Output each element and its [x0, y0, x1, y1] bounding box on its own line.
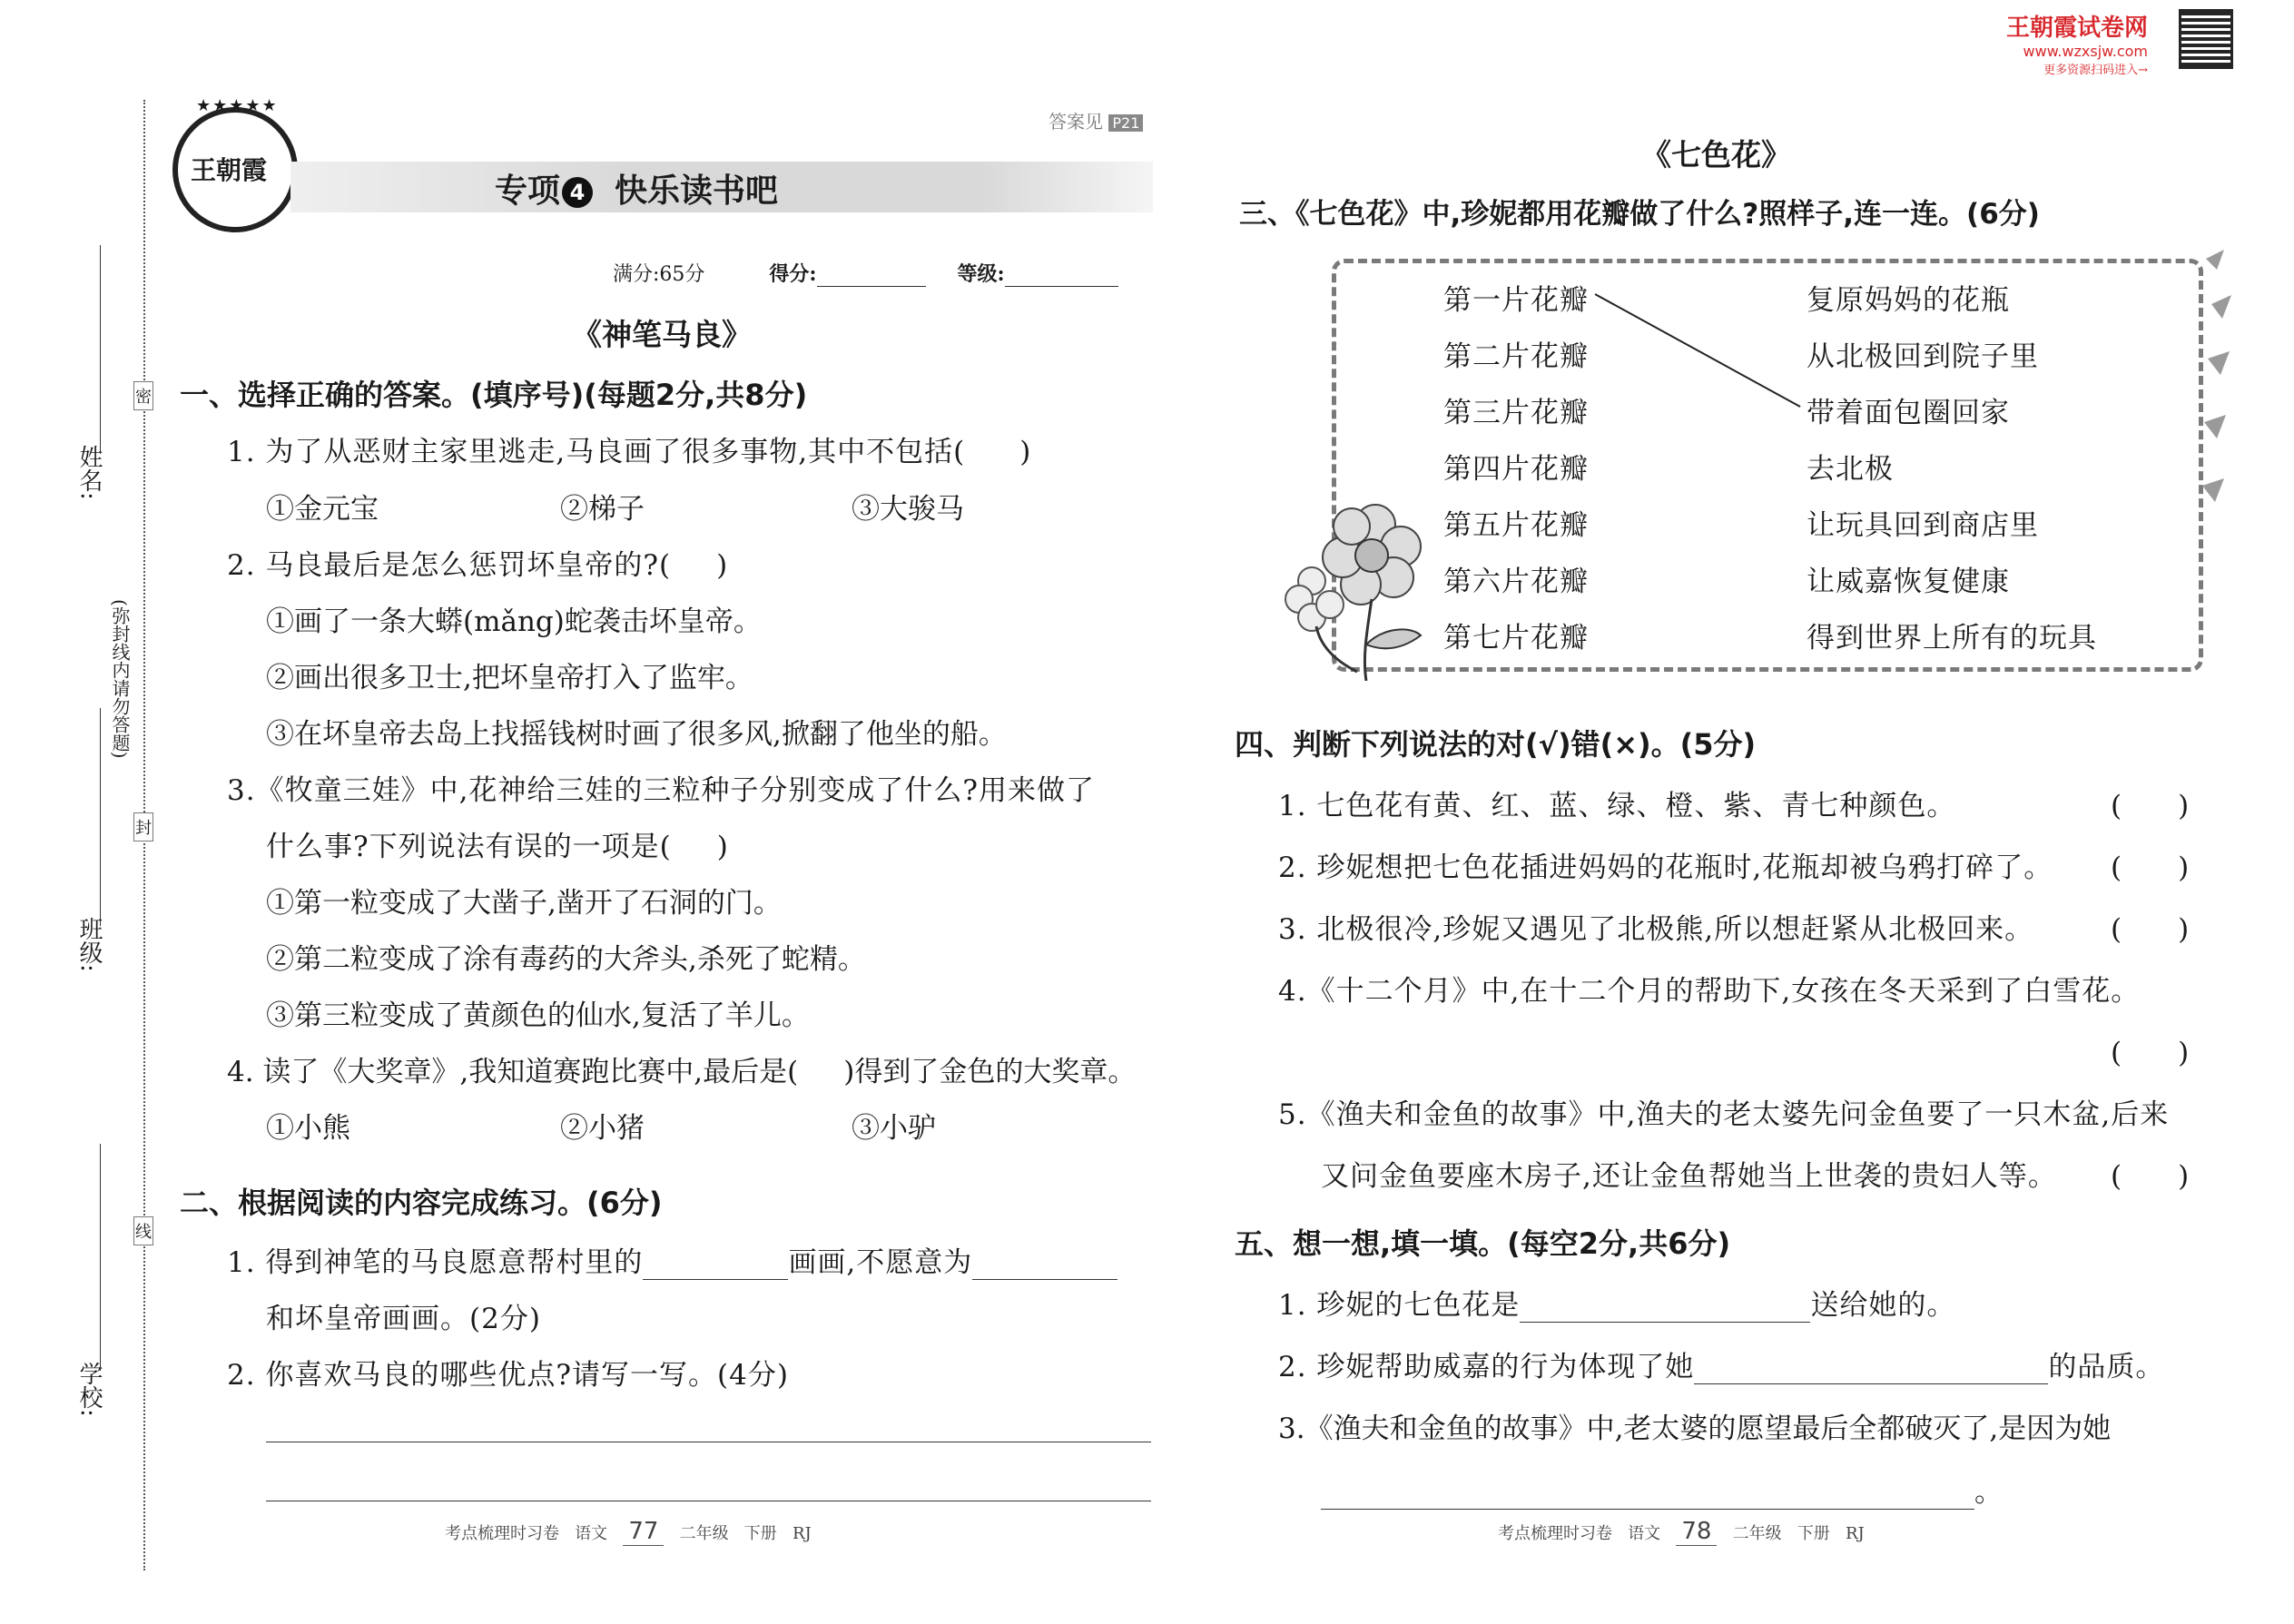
flower-decoration — [1275, 490, 1439, 681]
title-text: 快乐读书吧 — [615, 172, 779, 210]
use-3[interactable]: 带着面包圈回家 — [1807, 397, 2010, 429]
right-footer: 考点梳理时习卷 语文 78 二年级 下册 RJ — [1498, 1518, 1865, 1545]
book-title-qisehua: 《七色花》 — [1641, 137, 1791, 172]
petal-1[interactable]: 第一片花瓣 — [1443, 284, 1589, 317]
use-2[interactable]: 从北极回到院子里 — [1807, 340, 2039, 373]
petal-7[interactable]: 第七片花瓣 — [1443, 622, 1589, 655]
brand-header — [2006, 9, 2148, 77]
leaf-decoration — [2151, 250, 2233, 576]
petal-column — [1443, 277, 1589, 671]
name-label: 姓名: — [75, 445, 103, 500]
s2-q1-blank2[interactable] — [972, 1252, 1117, 1280]
s1-q2-opt1: ①画了一条大蟒(mǎng)蛇袭击坏皇帝。 — [266, 605, 762, 638]
s2-q1-line1: 1. 得到神笔的马良愿意帮村里的 画画,不愿意为 — [227, 1239, 1117, 1280]
title-prefix: 专项 — [495, 172, 561, 210]
answer-reference — [1049, 107, 1143, 133]
petal-6[interactable]: 第六片花瓣 — [1443, 566, 1589, 598]
section2-heading: 二、根据阅读的内容完成练习。(6分) — [180, 1186, 663, 1220]
s1-q1-opt1: ①金元宝 — [266, 493, 379, 526]
s5-q1: 1. 珍妮的七色花是 送给她的。 — [1278, 1289, 1956, 1322]
class-label: 班级: — [75, 917, 103, 972]
use-4[interactable]: 去北极 — [1807, 453, 1894, 486]
s1-q2-text: 2. 马良最后是怎么惩罚坏皇帝的?( ) — [227, 549, 729, 582]
page-title — [495, 165, 778, 212]
logo-text: 王朝霞 — [191, 155, 268, 185]
petal-5[interactable]: 第五片花瓣 — [1443, 509, 1589, 542]
title-number-badge: 4 — [562, 177, 593, 208]
s1-q3-opt2: ②第二粒变成了涂有毒药的大斧头,杀死了蛇精。 — [266, 943, 866, 976]
right-page-number: 78 — [1676, 1518, 1717, 1546]
s1-q4-opt3: ③小驴 — [852, 1112, 936, 1145]
brand-url: www.wzxsjw.com — [2023, 43, 2149, 60]
s5-q1-blank[interactable] — [1520, 1294, 1810, 1323]
brand-name: 王朝霞试卷网 — [2006, 15, 2149, 42]
book-title-shenbi: 《神笔马良》 — [572, 317, 752, 352]
logo-stars: ★★★★★ — [196, 96, 279, 115]
s1-q4-opt2: ②小猪 — [560, 1112, 645, 1145]
section1-heading: 一、选择正确的答案。(填序号)(每题2分,共8分) — [180, 378, 808, 412]
s5-q2-blank[interactable] — [1694, 1356, 2048, 1384]
s1-q3-opt3: ③第三粒变成了黄颜色的仙水,复活了羊儿。 — [266, 999, 810, 1032]
section3-heading: 三、《七色花》中,珍妮都用花瓣做了什么?照样子,连一连。(6分) — [1239, 198, 2040, 231]
section5-heading: 五、想一想,填一填。(每空2分,共6分) — [1235, 1226, 1731, 1261]
s5-q3-cont: 。 — [1321, 1469, 2004, 1510]
s2-q1-line2: 和坏皇帝画画。(2分) — [266, 1303, 541, 1335]
use-6[interactable]: 让威嘉恢复健康 — [1807, 566, 2010, 598]
s1-q3-text2: 什么事?下列说法有误的一项是( ) — [266, 831, 729, 863]
s1-q2-opt3: ③在坏皇帝去岛上找摇钱树时画了很多风,掀翻了他坐的船。 — [266, 718, 1007, 751]
use-1[interactable]: 复原妈妈的花瓶 — [1807, 284, 2010, 317]
s4-answer-3[interactable]: ( ) — [2111, 913, 2190, 946]
s4-answer-2[interactable]: ( ) — [2111, 851, 2190, 884]
class-input-line[interactable] — [100, 708, 101, 926]
left-footer: 考点梳理时习卷 语文 77 二年级 下册 RJ — [445, 1518, 812, 1545]
example-connection-line — [1593, 290, 1811, 418]
brand-logo-badge — [172, 96, 298, 232]
score-input[interactable] — [817, 264, 926, 287]
s4-answer-1[interactable]: ( ) — [2111, 790, 2190, 822]
s1-q3-opt1: ①第一粒变成了大凿子,凿开了石洞的门。 — [266, 887, 782, 920]
s1-q4-opt1: ①小熊 — [266, 1112, 350, 1145]
s1-q3-text: 3.《牧童三娃》中,花神给三娃的三粒种子分别变成了什么?用来做了 — [227, 774, 1096, 807]
section4-heading: 四、判断下列说法的对(√)错(×)。(5分) — [1235, 727, 1757, 762]
s5-q3: 3.《渔夫和金鱼的故事》中,老太婆的愿望最后全都破灭了,是因为她 — [1278, 1412, 2112, 1445]
score-row — [613, 259, 1118, 287]
s4-answer-4[interactable]: ( ) — [2111, 1037, 2190, 1069]
left-page-number: 77 — [623, 1518, 664, 1546]
s4-item-2: 2. 珍妮想把七色花插进妈妈的花瓶时,花瓶却被乌鸦打碎了。 — [1278, 851, 2053, 884]
answer-ref-page: P21 — [1108, 114, 1143, 132]
use-column — [1807, 277, 2097, 671]
score-full: 满分:65分 — [613, 263, 705, 286]
seal-note: (弥封线内请勿答题) — [109, 599, 131, 759]
use-7[interactable]: 得到世界上所有的玩具 — [1807, 622, 2097, 655]
s5-q2: 2. 珍妮帮助威嘉的行为体现了她 的品质。 — [1278, 1351, 2165, 1383]
s4-item-3: 3. 北极很冷,珍妮又遇见了北极熊,所以想赶紧从北极回来。 — [1278, 913, 2034, 946]
qr-code[interactable] — [2179, 9, 2233, 69]
school-input-line[interactable] — [100, 1144, 101, 1371]
s1-q1-opt3: ③大骏马 — [852, 493, 964, 526]
petal-3[interactable]: 第三片花瓣 — [1443, 397, 1589, 429]
s4-item-1: 1. 七色花有黄、红、蓝、绿、橙、紫、青七种颜色。 — [1278, 790, 1956, 822]
seal-mark-feng: 封 — [133, 812, 153, 842]
s4-item-5-cont: 又问金鱼要座木房子,还让金鱼帮她当上世袭的贵妇人等。 — [1321, 1160, 2057, 1193]
answer-ref-label: 答案见 — [1049, 111, 1103, 133]
s4-answer-5[interactable]: ( ) — [2111, 1160, 2190, 1193]
s1-q2-opt2: ②画出很多卫士,把坏皇帝打入了监牢。 — [266, 662, 753, 694]
s2-q2-text: 2. 你喜欢马良的哪些优点?请写一写。(4分) — [227, 1359, 789, 1392]
grade-label: 等级: — [957, 262, 1005, 286]
s4-item-5: 5.《渔夫和金鱼的故事》中,渔夫的老太婆先问金鱼要了一只木盆,后来 — [1278, 1098, 2170, 1131]
s1-q1-opt2: ②梯子 — [560, 493, 645, 526]
school-label: 学校: — [75, 1362, 103, 1417]
brand-slogan: 更多资源扫码进入→ — [2043, 64, 2149, 77]
score-label: 得分: — [769, 262, 817, 286]
s2-q1-blank1[interactable] — [643, 1252, 788, 1280]
s4-item-4: 4.《十二个月》中,在十二个月的帮助下,女孩在冬天采到了白雪花。 — [1278, 975, 2141, 1008]
use-5[interactable]: 让玩具回到商店里 — [1807, 509, 2039, 542]
seal-mark-xian: 线 — [133, 1216, 153, 1245]
petal-2[interactable]: 第二片花瓣 — [1443, 340, 1589, 373]
petal-4[interactable]: 第四片花瓣 — [1443, 453, 1589, 486]
seal-mark-mi: 密 — [133, 381, 153, 410]
name-input-line[interactable] — [100, 245, 101, 454]
s1-q1-text: 1. 为了从恶财主家里逃走,马良画了很多事物,其中不包括( ) — [227, 436, 1032, 468]
s1-q4-text: 4. 读了《大奖章》,我知道赛跑比赛中,最后是( )得到了金色的大奖章。 — [227, 1056, 1137, 1088]
grade-input[interactable] — [1005, 264, 1118, 287]
s5-q3-blank[interactable] — [1321, 1481, 1974, 1510]
